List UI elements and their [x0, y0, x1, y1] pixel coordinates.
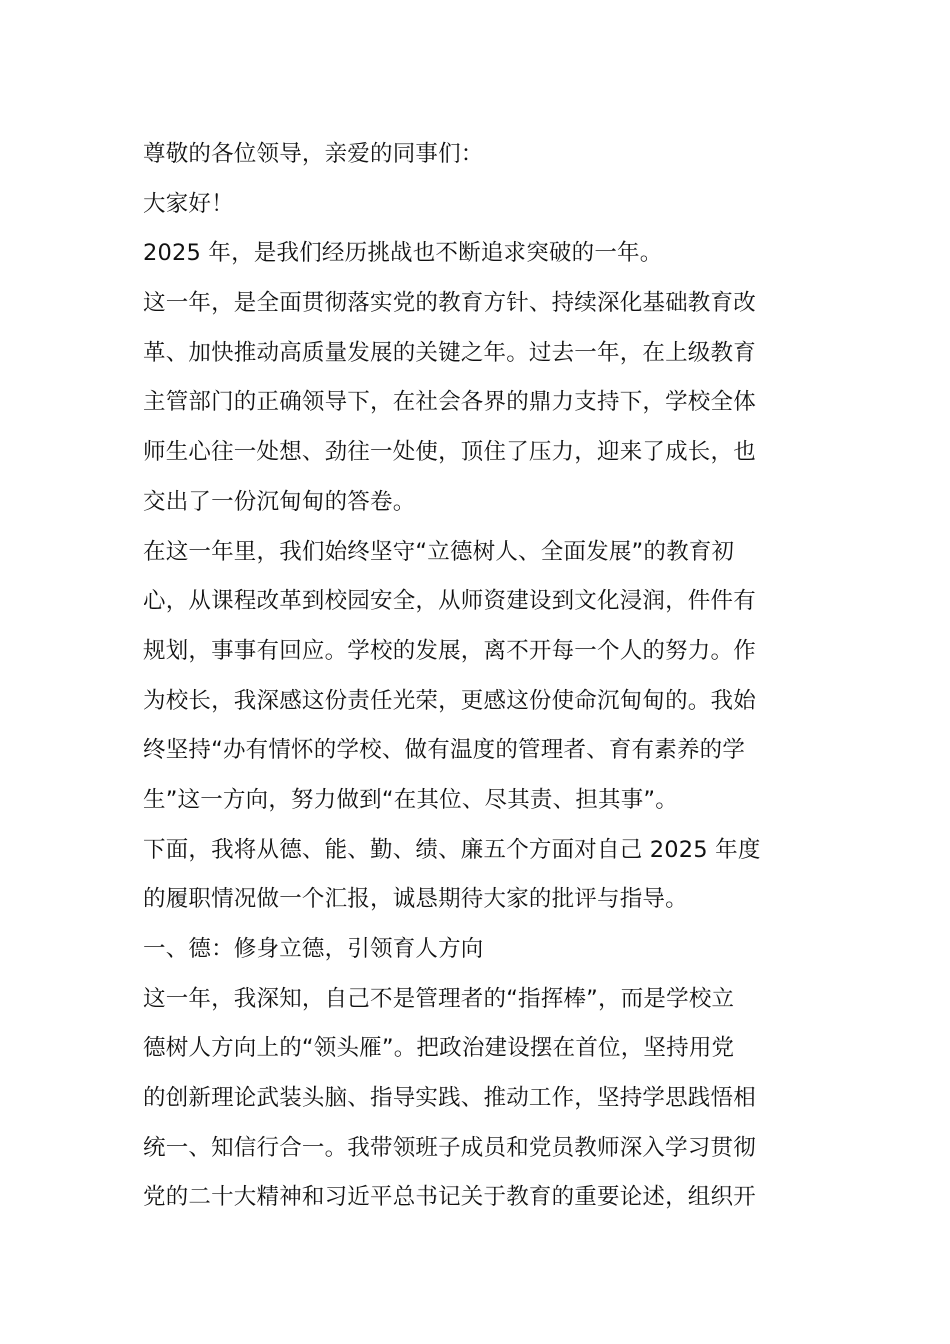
text-line: 统一、知信行合一。我带领班子成员和党员教师深入学习贯彻	[143, 1134, 756, 1161]
text-line: 主管部门的正确领导下，在社会各界的鼎力支持下，学校全体	[143, 389, 756, 416]
document-body	[143, 130, 811, 1223]
text-line: 这一年，是全面贯彻落实党的教育方针、持续深化基础教育改	[143, 290, 756, 317]
text-line: 生”这一方向，努力做到“在其位、尽其责、担其事”。	[143, 786, 678, 813]
section-heading: 一、德：修身立德，引领育人方向	[143, 936, 484, 962]
text-line: 党的二十大精神和习近平总书记关于教育的重要论述，组织开	[143, 1184, 756, 1211]
text-line: 心，从课程改革到校园安全，从师资建设到文化浸润，件件有	[143, 588, 756, 615]
text-line: 的履职情况做一个汇报，诚恳期待大家的批评与指导。	[143, 886, 688, 913]
text-line: 终坚持“办有情怀的学校、做有温度的管理者、育有素养的学	[143, 737, 746, 764]
text-line: 的创新理论武装头脑、指导实践、推动工作，坚持学思践悟相	[143, 1085, 756, 1112]
text-line: 这一年，我深知，自己不是管理者的“指挥棒”，而是学校立	[143, 985, 735, 1012]
text-line: 交出了一份沉甸甸的答卷。	[143, 488, 416, 515]
text-line: 德树人方向上的“领头雁”。把政治建设摆在首位，坚持用党	[143, 1035, 735, 1062]
text-line: 革、加快推动高质量发展的关键之年。过去一年，在上级教育	[143, 339, 756, 366]
greeting-line: 大家好！	[143, 190, 234, 217]
text-line: 在这一年里，我们始终坚守“立德树人、全面发展”的教育初	[143, 538, 735, 565]
text-line: 规划，事事有回应。学校的发展，离不开每一个人的努力。作	[143, 637, 756, 664]
salutation-line: 尊敬的各位领导，亲爱的同事们：	[143, 141, 484, 167]
text-line: 下面，我将从德、能、勤、绩、廉五个方面对自己 2025 年度	[143, 836, 761, 863]
text-line: 2025 年，是我们经历挑战也不断追求突破的一年。	[143, 240, 663, 267]
text-line: 师生心往一处想、劲往一处使，顶住了压力，迎来了成长，也	[143, 439, 756, 466]
text-line: 为校长，我深感这份责任光荣，更感这份使命沉甸甸的。我始	[143, 687, 756, 714]
